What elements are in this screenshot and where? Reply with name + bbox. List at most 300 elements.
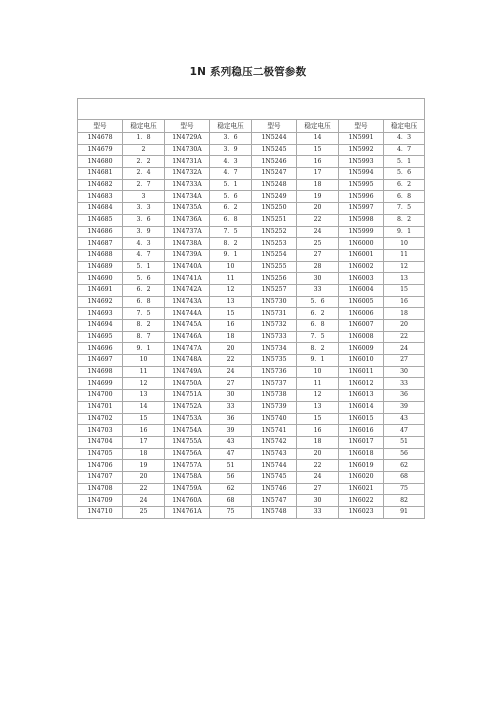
model-cell: 1N5731 — [252, 308, 297, 320]
model-cell: 1N4690 — [78, 273, 123, 285]
model-cell: 1N4755A — [165, 436, 210, 448]
model-cell: 1N4741A — [165, 273, 210, 285]
header-cell: 稳定电压 — [123, 120, 165, 133]
table-row — [78, 425, 425, 437]
voltage-cell: 22 — [123, 483, 165, 495]
model-cell: 1N4689 — [78, 261, 123, 273]
voltage-cell: 6．2 — [384, 179, 425, 191]
voltage-cell: 33 — [210, 401, 252, 413]
model-cell: 1N4746A — [165, 331, 210, 343]
voltage-cell: 9．1 — [210, 249, 252, 261]
voltage-cell: 11 — [297, 378, 339, 390]
voltage-cell: 43 — [384, 413, 425, 425]
voltage-cell: 17 — [123, 436, 165, 448]
voltage-cell: 16 — [210, 320, 252, 332]
header-cell: 型号 — [78, 120, 123, 133]
model-cell: 1N4753A — [165, 413, 210, 425]
model-cell: 1N5992 — [339, 144, 384, 156]
voltage-cell: 10 — [297, 366, 339, 378]
model-cell: 1N4686 — [78, 226, 123, 238]
voltage-cell: 5．6 — [384, 168, 425, 180]
voltage-cell: 13 — [384, 273, 425, 285]
model-cell: 1N4702 — [78, 413, 123, 425]
table-row — [78, 179, 425, 191]
voltage-cell: 6．2 — [297, 308, 339, 320]
voltage-cell: 11 — [384, 249, 425, 261]
voltage-cell: 33 — [297, 284, 339, 296]
voltage-cell: 91 — [384, 507, 425, 519]
model-cell: 1N4683 — [78, 191, 123, 203]
model-cell: 1N5736 — [252, 366, 297, 378]
voltage-cell: 20 — [297, 203, 339, 215]
table-row — [78, 331, 425, 343]
voltage-cell: 8．2 — [384, 214, 425, 226]
model-cell: 1N4699 — [78, 378, 123, 390]
model-cell: 1N5246 — [252, 156, 297, 168]
model-cell: 1N5245 — [252, 144, 297, 156]
model-cell: 1N5994 — [339, 168, 384, 180]
table-blank-row — [78, 99, 425, 120]
model-cell: 1N4744A — [165, 308, 210, 320]
model-cell: 1N4703 — [78, 425, 123, 437]
model-cell: 1N4747A — [165, 343, 210, 355]
model-cell: 1N6019 — [339, 460, 384, 472]
model-cell: 1N6005 — [339, 296, 384, 308]
voltage-cell: 3．9 — [210, 144, 252, 156]
voltage-cell: 12 — [384, 261, 425, 273]
voltage-cell: 30 — [384, 366, 425, 378]
model-cell: 1N4739A — [165, 249, 210, 261]
voltage-cell: 62 — [210, 483, 252, 495]
model-cell: 1N4707 — [78, 471, 123, 483]
model-cell: 1N5742 — [252, 436, 297, 448]
model-cell: 1N4760A — [165, 495, 210, 507]
voltage-cell: 19 — [123, 460, 165, 472]
voltage-cell: 4．7 — [210, 168, 252, 180]
model-cell: 1N4754A — [165, 425, 210, 437]
model-cell: 1N5733 — [252, 331, 297, 343]
voltage-cell: 6．8 — [210, 214, 252, 226]
voltage-cell: 16 — [297, 425, 339, 437]
model-cell: 1N6003 — [339, 273, 384, 285]
voltage-cell: 47 — [384, 425, 425, 437]
voltage-cell: 10 — [384, 238, 425, 250]
model-cell: 1N4745A — [165, 320, 210, 332]
voltage-cell: 22 — [210, 355, 252, 367]
model-cell: 1N4742A — [165, 284, 210, 296]
voltage-cell: 27 — [210, 378, 252, 390]
voltage-cell: 24 — [384, 343, 425, 355]
table-row — [78, 156, 425, 168]
model-cell: 1N5248 — [252, 179, 297, 191]
table-row — [78, 471, 425, 483]
model-cell: 1N4761A — [165, 507, 210, 519]
model-cell: 1N4709 — [78, 495, 123, 507]
model-cell: 1N4701 — [78, 401, 123, 413]
model-cell: 1N4733A — [165, 179, 210, 191]
model-cell: 1N5737 — [252, 378, 297, 390]
voltage-cell: 43 — [210, 436, 252, 448]
voltage-cell: 6．2 — [210, 203, 252, 215]
model-cell: 1N4752A — [165, 401, 210, 413]
model-cell: 1N4737A — [165, 226, 210, 238]
voltage-cell: 22 — [297, 214, 339, 226]
model-cell: 1N5249 — [252, 191, 297, 203]
model-cell: 1N4681 — [78, 168, 123, 180]
voltage-cell: 51 — [210, 460, 252, 472]
voltage-cell: 6．8 — [297, 320, 339, 332]
voltage-cell: 39 — [210, 425, 252, 437]
voltage-cell: 13 — [123, 390, 165, 402]
voltage-cell: 3．3 — [123, 203, 165, 215]
model-cell: 1N5997 — [339, 203, 384, 215]
voltage-cell: 7．5 — [297, 331, 339, 343]
voltage-cell: 19 — [297, 191, 339, 203]
model-cell: 1N4679 — [78, 144, 123, 156]
model-cell: 1N6023 — [339, 507, 384, 519]
model-cell: 1N5253 — [252, 238, 297, 250]
table-row — [78, 144, 425, 156]
model-cell: 1N5993 — [339, 156, 384, 168]
voltage-cell: 22 — [384, 331, 425, 343]
model-cell: 1N5747 — [252, 495, 297, 507]
table-row — [78, 308, 425, 320]
model-cell: 1N4694 — [78, 320, 123, 332]
model-cell: 1N4758A — [165, 471, 210, 483]
table-row — [78, 191, 425, 203]
voltage-cell: 24 — [210, 366, 252, 378]
model-cell: 1N6015 — [339, 413, 384, 425]
model-cell: 1N5734 — [252, 343, 297, 355]
model-cell: 1N4680 — [78, 156, 123, 168]
table-row — [78, 507, 425, 519]
voltage-cell: 5．6 — [297, 296, 339, 308]
voltage-cell: 15 — [297, 144, 339, 156]
model-cell: 1N6001 — [339, 249, 384, 261]
model-cell: 1N5998 — [339, 214, 384, 226]
table-row — [78, 366, 425, 378]
voltage-cell: 62 — [384, 460, 425, 472]
voltage-cell: 3．9 — [123, 226, 165, 238]
model-cell: 1N6011 — [339, 366, 384, 378]
model-cell: 1N4692 — [78, 296, 123, 308]
table-row — [78, 355, 425, 367]
voltage-cell: 16 — [123, 425, 165, 437]
voltage-cell: 20 — [384, 320, 425, 332]
model-cell: 1N4730A — [165, 144, 210, 156]
model-cell: 1N5740 — [252, 413, 297, 425]
model-cell: 1N5739 — [252, 401, 297, 413]
voltage-cell: 68 — [384, 471, 425, 483]
table-row — [78, 320, 425, 332]
voltage-cell: 12 — [210, 284, 252, 296]
voltage-cell: 27 — [297, 483, 339, 495]
voltage-cell: 33 — [384, 378, 425, 390]
voltage-cell: 4．3 — [123, 238, 165, 250]
model-cell: 1N6010 — [339, 355, 384, 367]
voltage-cell: 13 — [210, 296, 252, 308]
model-cell: 1N4732A — [165, 168, 210, 180]
model-cell: 1N4706 — [78, 460, 123, 472]
model-cell: 1N5255 — [252, 261, 297, 273]
voltage-cell: 3．6 — [210, 133, 252, 145]
model-cell: 1N5748 — [252, 507, 297, 519]
model-cell: 1N5257 — [252, 284, 297, 296]
model-cell: 1N5995 — [339, 179, 384, 191]
voltage-cell: 11 — [123, 366, 165, 378]
voltage-cell: 5．6 — [210, 191, 252, 203]
zener-diode-parameter-table — [77, 98, 425, 519]
model-cell: 1N6016 — [339, 425, 384, 437]
voltage-cell: 2．7 — [123, 179, 165, 191]
table-row — [78, 483, 425, 495]
table-row — [78, 495, 425, 507]
model-cell: 1N4708 — [78, 483, 123, 495]
voltage-cell: 1．8 — [123, 133, 165, 145]
model-cell: 1N6022 — [339, 495, 384, 507]
voltage-cell: 15 — [210, 308, 252, 320]
model-cell: 1N4710 — [78, 507, 123, 519]
model-cell: 1N4696 — [78, 343, 123, 355]
model-cell: 1N6006 — [339, 308, 384, 320]
model-cell: 1N4704 — [78, 436, 123, 448]
voltage-cell: 12 — [297, 390, 339, 402]
voltage-cell: 56 — [210, 471, 252, 483]
voltage-cell: 10 — [123, 355, 165, 367]
voltage-cell: 47 — [210, 448, 252, 460]
voltage-cell: 20 — [123, 471, 165, 483]
voltage-cell: 22 — [297, 460, 339, 472]
voltage-cell: 39 — [384, 401, 425, 413]
model-cell: 1N4759A — [165, 483, 210, 495]
table-row — [78, 238, 425, 250]
model-cell: 1N5250 — [252, 203, 297, 215]
voltage-cell: 18 — [123, 448, 165, 460]
model-cell: 1N6012 — [339, 378, 384, 390]
model-cell: 1N4748A — [165, 355, 210, 367]
model-cell: 1N5743 — [252, 448, 297, 460]
model-cell: 1N6021 — [339, 483, 384, 495]
model-cell: 1N4678 — [78, 133, 123, 145]
model-cell: 1N4687 — [78, 238, 123, 250]
header-cell: 稳定电压 — [384, 120, 425, 133]
model-cell: 1N4734A — [165, 191, 210, 203]
voltage-cell: 2 — [123, 144, 165, 156]
voltage-cell: 14 — [297, 133, 339, 145]
model-cell: 1N5741 — [252, 425, 297, 437]
voltage-cell: 17 — [297, 168, 339, 180]
voltage-cell: 2．4 — [123, 168, 165, 180]
model-cell: 1N5254 — [252, 249, 297, 261]
model-cell: 1N6004 — [339, 284, 384, 296]
voltage-cell: 3 — [123, 191, 165, 203]
voltage-cell: 9．1 — [123, 343, 165, 355]
model-cell: 1N5244 — [252, 133, 297, 145]
voltage-cell: 18 — [384, 308, 425, 320]
voltage-cell: 28 — [297, 261, 339, 273]
table-row — [78, 401, 425, 413]
voltage-cell: 5．1 — [384, 156, 425, 168]
table-row — [78, 460, 425, 472]
model-cell: 1N6017 — [339, 436, 384, 448]
model-cell: 1N4688 — [78, 249, 123, 261]
voltage-cell: 18 — [210, 331, 252, 343]
voltage-cell: 56 — [384, 448, 425, 460]
voltage-cell: 4．3 — [210, 156, 252, 168]
table-row — [78, 226, 425, 238]
voltage-cell: 16 — [297, 156, 339, 168]
model-cell: 1N4685 — [78, 214, 123, 226]
voltage-cell: 36 — [384, 390, 425, 402]
voltage-cell: 7．5 — [210, 226, 252, 238]
model-cell: 1N4698 — [78, 366, 123, 378]
voltage-cell: 27 — [384, 355, 425, 367]
voltage-cell: 12 — [123, 378, 165, 390]
model-cell: 1N4735A — [165, 203, 210, 215]
table-header-row — [78, 120, 425, 133]
voltage-cell: 4．7 — [123, 249, 165, 261]
voltage-cell: 14 — [123, 401, 165, 413]
header-cell: 稳定电压 — [297, 120, 339, 133]
table-row — [78, 249, 425, 261]
table-row — [78, 214, 425, 226]
voltage-cell: 15 — [297, 413, 339, 425]
voltage-cell: 24 — [297, 226, 339, 238]
voltage-cell: 15 — [384, 284, 425, 296]
table-row — [78, 378, 425, 390]
table-row — [78, 296, 425, 308]
voltage-cell: 24 — [297, 471, 339, 483]
model-cell: 1N4740A — [165, 261, 210, 273]
voltage-cell: 24 — [123, 495, 165, 507]
model-cell: 1N5738 — [252, 390, 297, 402]
model-cell: 1N4729A — [165, 133, 210, 145]
table-row — [78, 261, 425, 273]
voltage-cell: 68 — [210, 495, 252, 507]
model-cell: 1N4682 — [78, 179, 123, 191]
model-cell: 1N4757A — [165, 460, 210, 472]
voltage-cell: 4．7 — [384, 144, 425, 156]
voltage-cell: 15 — [123, 413, 165, 425]
voltage-cell: 6．8 — [123, 296, 165, 308]
voltage-cell: 51 — [384, 436, 425, 448]
voltage-cell: 6．8 — [384, 191, 425, 203]
model-cell: 1N5746 — [252, 483, 297, 495]
table-row — [78, 390, 425, 402]
model-cell: 1N4738A — [165, 238, 210, 250]
model-cell: 1N5732 — [252, 320, 297, 332]
model-cell: 1N5996 — [339, 191, 384, 203]
voltage-cell: 5．6 — [123, 273, 165, 285]
voltage-cell: 10 — [210, 261, 252, 273]
table-row — [78, 284, 425, 296]
page-title: 1N 系列稳压二极管参数 — [189, 66, 307, 78]
model-cell: 1N4731A — [165, 156, 210, 168]
header-cell: 型号 — [252, 120, 297, 133]
model-cell: 1N5256 — [252, 273, 297, 285]
model-cell: 1N5730 — [252, 296, 297, 308]
model-cell: 1N4700 — [78, 390, 123, 402]
model-cell: 1N4705 — [78, 448, 123, 460]
voltage-cell: 5．1 — [123, 261, 165, 273]
voltage-cell: 25 — [123, 507, 165, 519]
voltage-cell: 33 — [297, 507, 339, 519]
voltage-cell: 4．3 — [384, 133, 425, 145]
voltage-cell: 9．1 — [384, 226, 425, 238]
voltage-cell: 8．2 — [123, 320, 165, 332]
model-cell: 1N5745 — [252, 471, 297, 483]
model-cell: 1N4756A — [165, 448, 210, 460]
model-cell: 1N4750A — [165, 378, 210, 390]
table-row — [78, 448, 425, 460]
model-cell: 1N4743A — [165, 296, 210, 308]
model-cell: 1N5251 — [252, 214, 297, 226]
voltage-cell: 18 — [297, 436, 339, 448]
table-row — [78, 436, 425, 448]
voltage-cell: 11 — [210, 273, 252, 285]
voltage-cell: 9．1 — [297, 355, 339, 367]
model-cell: 1N6002 — [339, 261, 384, 273]
voltage-cell: 5．1 — [210, 179, 252, 191]
table-row — [78, 273, 425, 285]
voltage-cell: 20 — [297, 448, 339, 460]
voltage-cell: 20 — [210, 343, 252, 355]
header-cell: 型号 — [339, 120, 384, 133]
model-cell: 1N4697 — [78, 355, 123, 367]
voltage-cell: 27 — [297, 249, 339, 261]
voltage-cell: 3．6 — [123, 214, 165, 226]
model-cell: 1N5735 — [252, 355, 297, 367]
model-cell: 1N4695 — [78, 331, 123, 343]
voltage-cell: 13 — [297, 401, 339, 413]
voltage-cell: 30 — [297, 273, 339, 285]
model-cell: 1N5991 — [339, 133, 384, 145]
model-cell: 1N6020 — [339, 471, 384, 483]
model-cell: 1N5252 — [252, 226, 297, 238]
model-cell: 1N6000 — [339, 238, 384, 250]
model-cell: 1N4751A — [165, 390, 210, 402]
voltage-cell: 30 — [297, 495, 339, 507]
table-row — [78, 203, 425, 215]
table-row — [78, 168, 425, 180]
model-cell: 1N5999 — [339, 226, 384, 238]
voltage-cell: 25 — [297, 238, 339, 250]
voltage-cell: 8．7 — [123, 331, 165, 343]
model-cell: 1N6009 — [339, 343, 384, 355]
header-cell: 稳定电压 — [210, 120, 252, 133]
voltage-cell: 8．2 — [297, 343, 339, 355]
model-cell: 1N6008 — [339, 331, 384, 343]
voltage-cell: 82 — [384, 495, 425, 507]
table-row — [78, 133, 425, 145]
table-row — [78, 413, 425, 425]
voltage-cell: 30 — [210, 390, 252, 402]
model-cell: 1N4691 — [78, 284, 123, 296]
model-cell: 1N6014 — [339, 401, 384, 413]
model-cell: 1N5744 — [252, 460, 297, 472]
voltage-cell: 2．2 — [123, 156, 165, 168]
voltage-cell: 36 — [210, 413, 252, 425]
voltage-cell: 18 — [297, 179, 339, 191]
model-cell: 1N6013 — [339, 390, 384, 402]
voltage-cell: 75 — [384, 483, 425, 495]
voltage-cell: 7．5 — [384, 203, 425, 215]
model-cell: 1N6007 — [339, 320, 384, 332]
header-cell: 型号 — [165, 120, 210, 133]
model-cell: 1N5247 — [252, 168, 297, 180]
model-cell: 1N4684 — [78, 203, 123, 215]
model-cell: 1N4736A — [165, 214, 210, 226]
